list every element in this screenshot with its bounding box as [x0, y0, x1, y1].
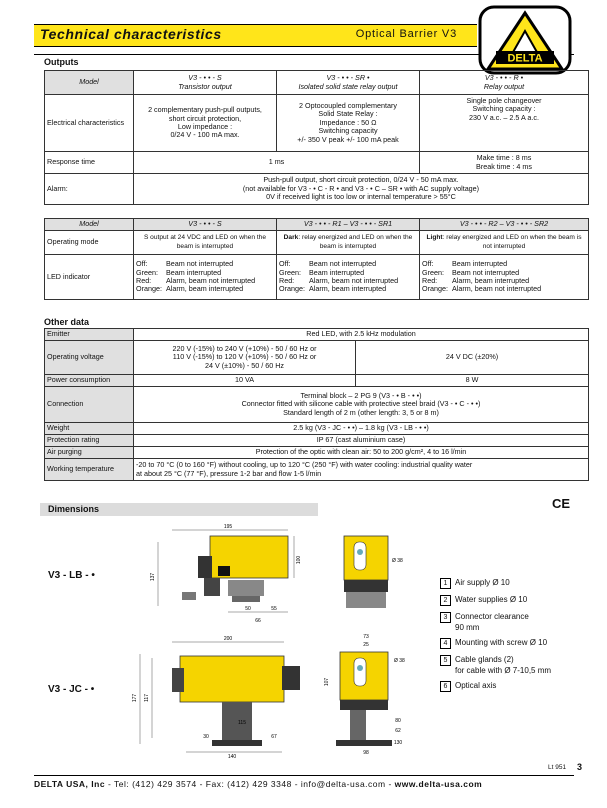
dim-98: 98: [363, 750, 369, 756]
elec-s-line: Low impedance :: [177, 122, 233, 131]
dim-200: 200: [223, 636, 233, 642]
led-state-row: [136, 285, 274, 293]
legend-item: [440, 655, 580, 675]
break-time: Break time : 4 ms: [476, 161, 532, 171]
weight-label: Weight: [45, 423, 134, 435]
model-label: Model: [45, 219, 134, 231]
ce-mark: CE: [552, 496, 571, 511]
elec-r-line: Single pole changeover: [466, 96, 542, 105]
op-mode-light: : relay energized and LED on when the beam is not interrupted: [442, 234, 582, 250]
legend-item: [440, 681, 580, 692]
led-state-color: Orange:: [279, 284, 305, 294]
connection-label: Connection: [45, 387, 134, 423]
lb-front-drawing: [330, 522, 403, 627]
alarm-line: 0V if received light is too low or internal temperature > 55°C: [266, 192, 456, 202]
voltage-ac-line: 220 V (-15%) to 240 V (+10%) - 50 / 60 Hz or: [172, 343, 317, 353]
dim-137: 137: [150, 572, 156, 582]
voltage-label: Operating voltage: [45, 341, 134, 375]
dim-62: 62: [395, 728, 401, 734]
title-bar: [34, 24, 477, 47]
dark-label: Dark: [283, 234, 299, 242]
operating-mode-label: Operating mode: [45, 231, 134, 255]
model-sr-sub: Isolated solid state relay output: [298, 81, 398, 91]
dim-100: 100: [296, 555, 302, 565]
alarm-line: (not available for V3 - • C - R • and V3 - • C – SR • with AC supply voltage): [242, 183, 480, 193]
weight-value: 2.5 kg (V3 - JC - • •) – 1.8 kg (V3 - LB - • •): [134, 423, 589, 435]
led-state-meaning: Beam interrupted: [452, 259, 508, 269]
dim-140: 140: [227, 754, 237, 760]
led-state-color: Green:: [136, 267, 158, 277]
elec-r-line: Switching capacity :: [472, 104, 536, 114]
led-state-meaning: Beam interrupted: [166, 267, 222, 277]
led-state-color: Off:: [136, 259, 148, 269]
outputs-table: [44, 70, 589, 205]
dim-177: 177: [132, 693, 138, 703]
op-mode-dark: : relay energized and LED on when the beam is interrupted: [298, 234, 413, 250]
emitter-label: Emitter: [45, 329, 134, 341]
other-data-heading: Other data: [44, 317, 90, 327]
elec-sr-line: Solid State Relay :: [318, 109, 378, 119]
outputs-heading: Outputs: [44, 57, 79, 67]
led-state-meaning: Alarm, beam interrupted: [309, 284, 387, 294]
led-s-cell: [134, 255, 277, 300]
legend-num: 3: [440, 612, 451, 623]
logo-text: DELTA: [507, 52, 543, 65]
legend-text: Connector clearance: [455, 612, 529, 621]
led-state-row: [279, 285, 417, 293]
legend-text: 90 mm: [455, 623, 480, 632]
legend-num: 6: [440, 681, 451, 692]
led-state-meaning: Beam not interrupted: [452, 267, 520, 277]
mode-model-2: V3 - • • - R2 – V3 - • • - SR2: [420, 219, 589, 231]
led-state-color: Off:: [279, 259, 291, 269]
legend-num: 2: [440, 595, 451, 606]
dim-115: 115: [238, 720, 246, 726]
legend-text: Air supply Ø 10: [455, 578, 510, 587]
dim-50: 50: [245, 606, 251, 612]
legend-item: [440, 612, 580, 632]
temperature-line: -20 to 70 °C (0 to 160 °F) without cooling, up to 120 °C (250 °F) with water cooling: industrial quality water: [136, 460, 473, 470]
power-label: Power consumption: [45, 375, 134, 387]
dim-25: 25: [363, 642, 369, 648]
lb-side-drawing: [140, 522, 310, 639]
led-state-meaning: Alarm, beam not interrupted: [309, 276, 399, 285]
temperature-label: Working temperature: [45, 459, 134, 481]
protection-label: Protection rating: [45, 435, 134, 447]
footer-divider: [34, 775, 574, 776]
connection-line: Standard length of 2 m (other length: 3, 5 or 8 m): [283, 407, 439, 417]
modes-table: [44, 218, 589, 300]
elec-r-line: 230 V a.c. – 2.5 A a.c.: [469, 112, 539, 122]
power-ac: 10 VA: [134, 375, 356, 387]
elec-s-line: short circuit protection,: [168, 113, 242, 123]
legend-text: Water supplies Ø 10: [455, 595, 528, 604]
elec-sr-line: 2 Optocoupled complementary: [299, 100, 397, 110]
other-data-table: [44, 328, 589, 481]
legend-text: Cable glands (2): [455, 655, 514, 664]
dim-107: 107: [324, 677, 330, 687]
dim-73: 73: [363, 634, 369, 640]
model-s: V3 - • • - S: [188, 73, 222, 83]
led-state-color: Red:: [422, 276, 438, 285]
emitter-value: Red LED, with 2.5 kHz modulation: [134, 329, 589, 341]
dim-117: 117: [144, 694, 150, 702]
model-jc-label: V3 - JC - •: [48, 684, 95, 695]
model-s-sub: Transistor output: [178, 81, 232, 91]
dim-55: 55: [271, 606, 277, 612]
connection-line: Terminal block – 2 PG 9 (V3 - • B - • •): [300, 390, 422, 400]
dim-67: 67: [271, 734, 277, 740]
legend-text: Mounting with screw Ø 10: [455, 638, 548, 647]
dim-phi38-jc: Ø 38: [394, 658, 405, 664]
air-purging-value: Protection of the optic with clean air: 50 to 200 g/cm², 4 to 16 l/min: [134, 447, 589, 459]
footer-contact: - Tel: (412) 429 3574 - Fax: (412) 429 3348 - info@delta-usa.com -: [105, 779, 395, 789]
dimensions-legend: [440, 578, 580, 698]
dim-phi38: Ø 38: [392, 558, 403, 564]
mode-model-1: V3 - • • - R1 – V3 - • • - SR1: [277, 219, 420, 231]
air-purging-label: Air purging: [45, 447, 134, 459]
light-label: Light: [426, 234, 443, 242]
legend-num: 4: [440, 638, 451, 649]
dim-66: 66: [255, 618, 261, 624]
model-label: Model: [45, 71, 134, 95]
led-state-meaning: Alarm, beam not interrupted: [452, 284, 542, 294]
model-r: V3 - • • - R •: [484, 73, 524, 83]
led-state-color: Red:: [279, 276, 295, 285]
voltage-ac-line: 110 V (-15%) to 120 V (+10%) - 50 / 60 Hz or: [172, 352, 317, 362]
jc-front-drawing: [318, 632, 408, 765]
legend-num: 5: [440, 655, 451, 666]
legend-item: [440, 595, 580, 606]
dim-195: 195: [223, 524, 233, 530]
power-dc: 8 W: [356, 375, 589, 387]
led-state-meaning: Alarm, beam interrupted: [452, 276, 530, 285]
electrical-label: Electrical characteristics: [45, 95, 134, 152]
temperature-line: at about 25 °C (77 °F), pressure 1-2 bar and flow 1-5 l/min: [136, 468, 322, 478]
elec-sr-line: Impedance : 50 Ω: [319, 117, 377, 127]
legend-item: [440, 638, 580, 649]
page-title: Technical characteristics: [40, 26, 222, 42]
led-state-meaning: Beam interrupted: [309, 267, 365, 277]
elec-sr-line: Switching capacity: [318, 126, 378, 136]
elec-sr-line: +/- 350 V peak +/- 100 mA peak: [297, 134, 399, 144]
dimensions-heading: Dimensions: [40, 503, 318, 516]
product-name: Optical Barrier V3: [355, 28, 457, 40]
voltage-ac-line: 24 V (±10%) - 50 / 60 Hz: [204, 360, 285, 370]
alarm-label: Alarm:: [45, 174, 134, 205]
protection-value: IP 67 (cast aluminium case): [134, 435, 589, 447]
legend-text: for cable with Ø 7-10,5 mm: [455, 666, 552, 675]
led-2-cell: [420, 255, 589, 300]
elec-s-line: 0/24 V - 100 mA max.: [170, 130, 240, 140]
led-state-color: Orange:: [422, 284, 448, 294]
model-lb-label: V3 - LB - •: [48, 570, 95, 581]
led-state-meaning: Alarm, beam not interrupted: [166, 276, 256, 285]
led-state-color: Green:: [422, 267, 444, 277]
connection-line: Connector fitted with silicone cable with protective steel braid (V3 - • C - • •): [241, 399, 481, 409]
led-state-row: [422, 285, 586, 293]
led-indicator-label: LED indicator: [45, 255, 134, 300]
make-time: Make time : 8 ms: [476, 153, 532, 163]
page-number: 3: [577, 762, 583, 772]
voltage-dc: 24 V DC (±20%): [356, 341, 589, 375]
footer-company: DELTA USA, Inc: [34, 779, 106, 789]
led-state-color: Green:: [279, 267, 301, 277]
jc-side-drawing: [132, 634, 312, 765]
op-mode-s: S output at 24 VDC and LED on when the beam is interrupted: [134, 231, 277, 255]
legend-item: [440, 578, 580, 589]
footer-website[interactable]: www.delta-usa.com: [394, 779, 483, 789]
led-state-color: Red:: [136, 276, 152, 285]
footer: [34, 779, 574, 789]
led-state-meaning: Beam not interrupted: [309, 259, 377, 269]
mode-model-s: V3 - • • - S: [134, 219, 277, 231]
alarm-line: Push-pull output, short circuit protection, 0/24 V - 50 mA max.: [263, 175, 459, 185]
elec-s-line: 2 complementary push-pull outputs,: [148, 105, 262, 115]
led-state-meaning: Alarm, beam interrupted: [166, 284, 244, 294]
dim-30: 30: [203, 734, 209, 740]
legend-num: 1: [440, 578, 451, 589]
response-label: Response time: [45, 152, 134, 174]
doc-code: Lt 951: [548, 764, 567, 771]
dim-80: 80: [395, 718, 401, 724]
model-sr: V3 - • • - SR •: [326, 73, 370, 83]
led-state-color: Off:: [422, 259, 434, 269]
led-state-meaning: Beam not interrupted: [166, 259, 234, 269]
response-value: 1 ms: [134, 152, 420, 174]
led-1-cell: [277, 255, 420, 300]
led-state-color: Orange:: [136, 284, 162, 294]
legend-text: Optical axis: [455, 681, 497, 690]
dim-130: 130: [393, 740, 403, 746]
model-r-sub: Relay output: [483, 81, 525, 91]
